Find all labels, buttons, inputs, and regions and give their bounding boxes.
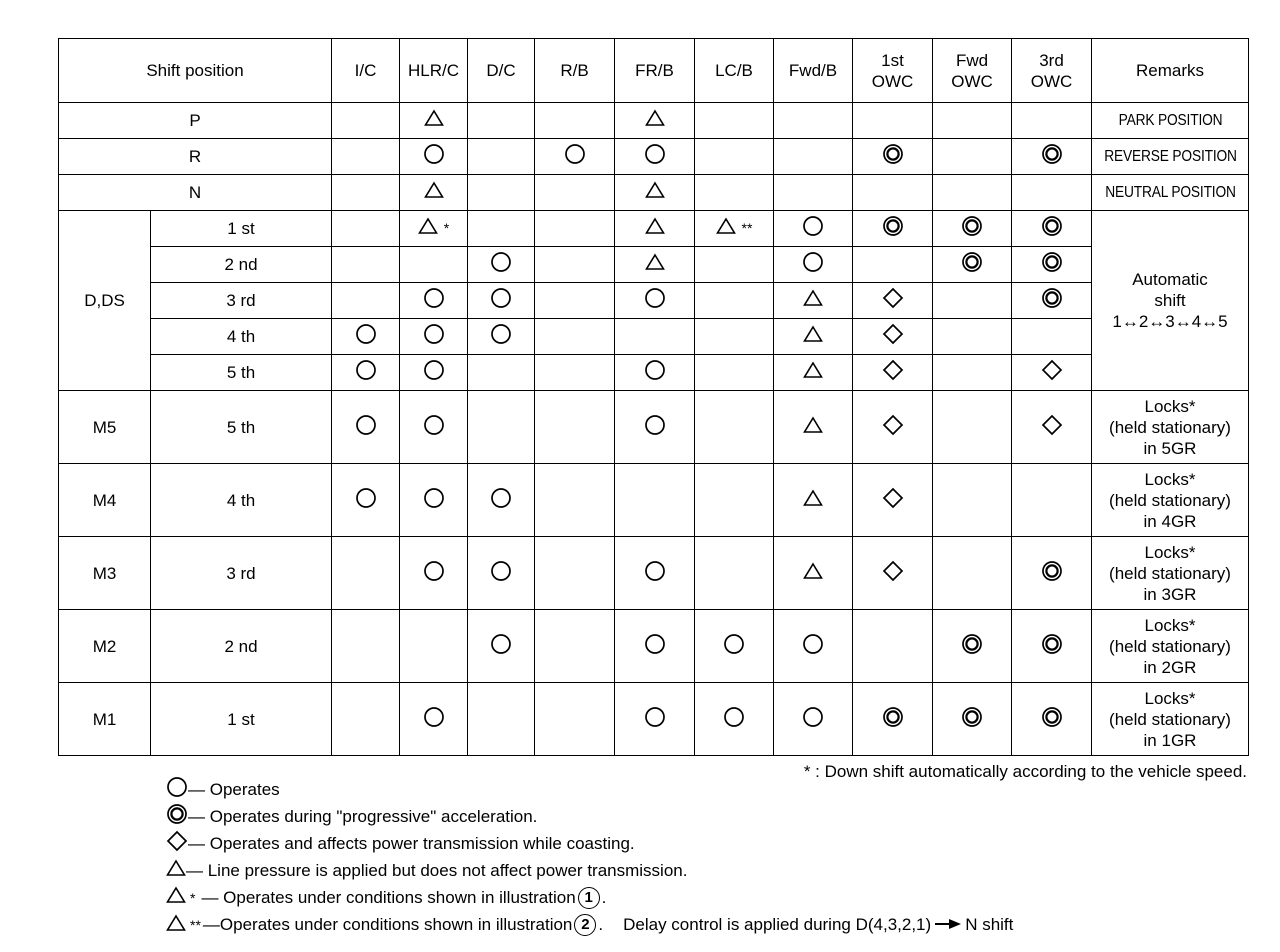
operates-circle-icon	[774, 247, 853, 283]
legend-text: —Operates under conditions shown in illustration	[202, 915, 573, 934]
double-circle-icon	[853, 211, 933, 247]
diamond-icon	[853, 355, 933, 391]
triangle-icon	[716, 217, 736, 240]
star-mark: **	[741, 220, 753, 236]
gear-label: 5 th	[151, 391, 332, 464]
row-d-1st	[59, 211, 1249, 247]
operates-circle-icon	[468, 464, 535, 537]
operates-circle-icon	[332, 391, 400, 464]
row-d-3rd	[59, 283, 1249, 319]
header-shift-position: Shift position	[59, 39, 332, 103]
double-circle-icon	[853, 139, 933, 175]
operates-circle-icon	[535, 139, 615, 175]
operates-circle-icon	[400, 319, 468, 355]
triangle-star-mark	[400, 211, 468, 247]
header-hlrc: HLR/C	[400, 39, 468, 103]
operates-circle-icon	[615, 683, 695, 756]
gear-label: 2 nd	[151, 610, 332, 683]
double-circle-icon	[1012, 537, 1092, 610]
remark-locks: Locks* (held stationary) in 1GR	[1092, 683, 1249, 756]
legend-coasting	[166, 830, 1013, 857]
remark-automatic: Automatic shift 1↔2↔3↔4↔5	[1092, 211, 1249, 391]
row-d-2nd	[59, 247, 1249, 283]
row-m5	[59, 391, 1249, 464]
operates-circle-icon	[615, 283, 695, 319]
double-circle-icon	[1012, 211, 1092, 247]
header-1st-owc: 1st OWC	[853, 39, 933, 103]
remark-locks: Locks* (held stationary) in 5GR	[1092, 391, 1249, 464]
double-circle-icon	[1012, 283, 1092, 319]
triangle-icon	[774, 283, 853, 319]
pos-label: M4	[59, 464, 151, 537]
operates-circle-icon	[400, 537, 468, 610]
diamond-icon	[853, 391, 933, 464]
legend-line-pressure	[166, 857, 1013, 884]
remark: PARK POSITION	[1102, 103, 1237, 139]
footnote: * : Down shift automatically according to the vehicle speed.	[803, 762, 1247, 781]
pos-label: M5	[59, 391, 151, 464]
pos-label: M1	[59, 683, 151, 756]
legend-text: — Operates and affects power transmission while coasting.	[188, 833, 635, 853]
operates-circle-icon	[615, 537, 695, 610]
star-mark: *	[443, 220, 450, 236]
pos-label: P	[59, 103, 332, 139]
remark-locks: Locks* (held stationary) in 4GR	[1092, 464, 1249, 537]
legend-operates	[166, 776, 1013, 803]
row-m1	[59, 683, 1249, 756]
triangle-icon	[166, 914, 186, 937]
triangle-icon	[774, 464, 853, 537]
legend-progressive	[166, 803, 1013, 830]
delay-text: Delay control is applied during D(4,3,2,1)	[623, 915, 932, 934]
row-r	[59, 139, 1249, 175]
operates-circle-icon	[615, 355, 695, 391]
header-fwdb: Fwd/B	[774, 39, 853, 103]
pos-label: R	[59, 139, 332, 175]
operates-circle-icon	[774, 610, 853, 683]
triangle-icon	[774, 391, 853, 464]
header-remarks: Remarks	[1092, 39, 1249, 103]
legend-text: — Operates during "progressive" acceleration.	[188, 806, 538, 826]
gear-label: 2 nd	[151, 247, 332, 283]
remark: REVERSE POSITION	[1102, 139, 1237, 175]
operates-circle-icon	[615, 610, 695, 683]
gear-label: 3 rd	[151, 283, 332, 319]
pos-label: M2	[59, 610, 151, 683]
diamond-icon	[1012, 391, 1092, 464]
header-frb: FR/B	[615, 39, 695, 103]
row-n	[59, 175, 1249, 211]
double-circle-icon	[166, 803, 188, 830]
operates-circle-icon	[468, 537, 535, 610]
illustration-2-icon: 2	[574, 914, 596, 936]
illustration-1-icon: 1	[578, 887, 600, 909]
star-mark: *	[190, 889, 196, 906]
pos-label: N	[59, 175, 332, 211]
diamond-icon	[853, 537, 933, 610]
diamond-icon	[1012, 355, 1092, 391]
delay-end: N shift	[965, 915, 1014, 934]
header-row	[59, 39, 1249, 103]
row-m4	[59, 464, 1249, 537]
header-rb: R/B	[535, 39, 615, 103]
row-m2	[59, 610, 1249, 683]
double-circle-icon	[1012, 610, 1092, 683]
triangle-icon	[166, 886, 186, 909]
operates-circle-icon	[400, 391, 468, 464]
double-circle-icon	[933, 610, 1012, 683]
row-m3	[59, 537, 1249, 610]
operates-circle-icon	[468, 610, 535, 683]
operates-circle-icon	[332, 355, 400, 391]
double-circle-icon	[1012, 247, 1092, 283]
operates-circle-icon	[400, 355, 468, 391]
header-dc: D/C	[468, 39, 535, 103]
star-mark: **	[190, 917, 201, 933]
gear-label: 4 th	[151, 464, 332, 537]
operates-circle-icon	[468, 247, 535, 283]
shift-table	[58, 38, 1249, 756]
operates-circle-icon	[468, 319, 535, 355]
double-circle-icon	[1012, 139, 1092, 175]
circle-icon	[166, 776, 188, 803]
operates-circle-icon	[400, 139, 468, 175]
triangle-icon	[166, 859, 186, 882]
pos-label: M3	[59, 537, 151, 610]
operates-circle-icon	[468, 283, 535, 319]
gear-label: 4 th	[151, 319, 332, 355]
operates-circle-icon	[615, 139, 695, 175]
operates-circle-icon	[774, 211, 853, 247]
triangle-icon	[400, 103, 468, 139]
operates-circle-icon	[615, 391, 695, 464]
diamond-icon	[853, 464, 933, 537]
diamond-icon	[853, 319, 933, 355]
row-d-4th	[59, 319, 1249, 355]
legend	[166, 776, 1013, 939]
triangle-star-mark	[695, 211, 774, 247]
legend-text: — Line pressure is applied but does not affect power transmission.	[186, 860, 688, 880]
operates-circle-icon	[400, 283, 468, 319]
pos-label: D,DS	[59, 211, 151, 391]
diamond-icon	[853, 283, 933, 319]
triangle-icon	[615, 175, 695, 211]
legend-star2: ** —Operates under conditions shown in illustration 2 . Delay control is applied during D(4,3,2,1) N shift	[166, 911, 1013, 939]
gear-label: 3 rd	[151, 537, 332, 610]
legend-text: — Operates under conditions shown in illustration	[201, 887, 576, 907]
arrow-right-icon	[935, 915, 961, 935]
header-3rd-owc: 3rd OWC	[1012, 39, 1092, 103]
triangle-icon	[418, 217, 438, 240]
gear-label: 1 st	[151, 211, 332, 247]
remark: NEUTRAL POSITION	[1102, 175, 1237, 211]
triangle-icon	[615, 103, 695, 139]
header-ic: I/C	[332, 39, 400, 103]
operates-circle-icon	[332, 464, 400, 537]
operates-circle-icon	[774, 683, 853, 756]
triangle-icon	[774, 355, 853, 391]
diamond-icon	[166, 830, 188, 857]
triangle-icon	[774, 537, 853, 610]
gear-label: 1 st	[151, 683, 332, 756]
remark-locks: Locks* (held stationary) in 2GR	[1092, 610, 1249, 683]
row-d-5th	[59, 355, 1249, 391]
operates-circle-icon	[400, 464, 468, 537]
triangle-icon	[774, 319, 853, 355]
double-circle-icon	[1012, 683, 1092, 756]
legend-text: — Operates	[188, 779, 280, 799]
double-circle-icon	[933, 247, 1012, 283]
triangle-icon	[400, 175, 468, 211]
double-circle-icon	[853, 683, 933, 756]
row-p	[59, 103, 1249, 139]
gear-label: 5 th	[151, 355, 332, 391]
triangle-icon	[615, 247, 695, 283]
legend-star1: * — Operates under conditions shown in illustration 1 .	[166, 884, 1013, 911]
double-circle-icon	[933, 683, 1012, 756]
header-lcb: LC/B	[695, 39, 774, 103]
operates-circle-icon	[695, 610, 774, 683]
header-fwd-owc: Fwd OWC	[933, 39, 1012, 103]
operates-circle-icon	[695, 683, 774, 756]
triangle-icon	[615, 211, 695, 247]
remark-locks: Locks* (held stationary) in 3GR	[1092, 537, 1249, 610]
operates-circle-icon	[400, 683, 468, 756]
double-circle-icon	[933, 211, 1012, 247]
operates-circle-icon	[332, 319, 400, 355]
